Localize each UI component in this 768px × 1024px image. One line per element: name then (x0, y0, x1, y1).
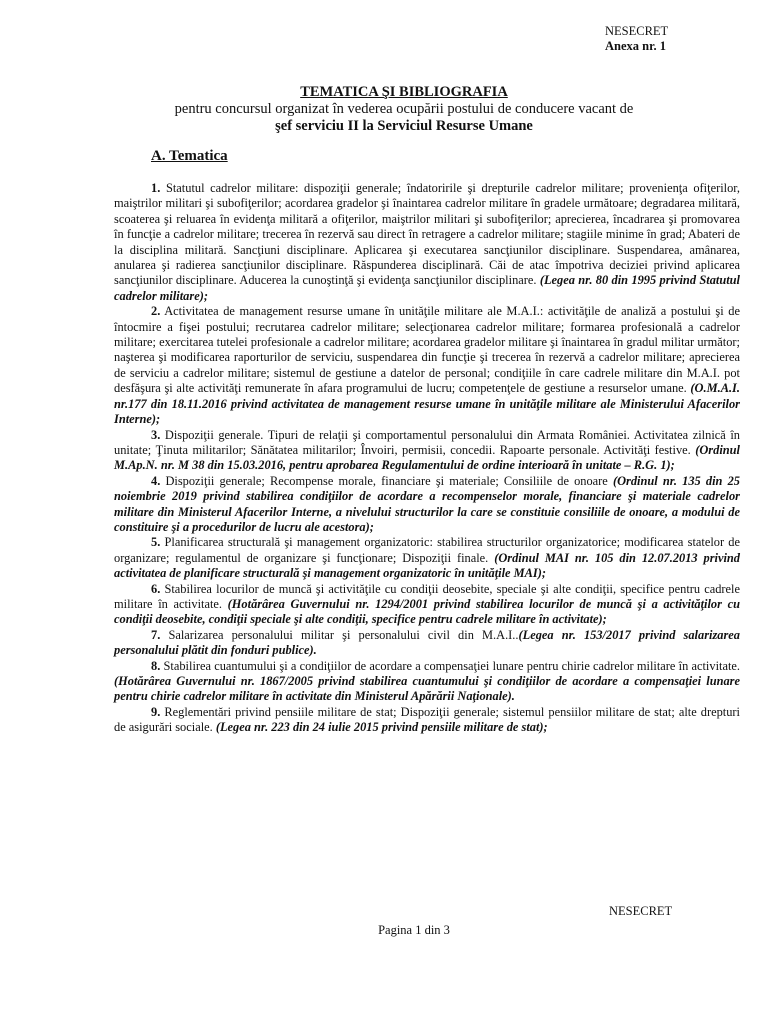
item-reference: (Ordinul M.Ap.N. nr. M 38 din 15.03.2016, pentru aprobarea Regulamentului de ordine interioară în unitate – R.G. 1); (114, 442, 740, 473)
item-reference: (Legea nr. 80 din 1995 privind Statutul cadrelor militare); (114, 273, 741, 303)
document-subtitle-2: şef serviciu II la Serviciul Resurse Umane (275, 118, 533, 134)
item-reference: (Legea nr. 223 din 24 iulie 2015 privind pensiile militare de stat); (215, 720, 548, 735)
document-subtitle-1: pentru concursul organizat în vederea ocupării postului de conducere vacant de (174, 101, 634, 117)
item-reference: (Legea nr. 153/2017 privind salarizarea personalului plătit din fonduri publice). (114, 627, 740, 658)
item-text: Dispoziţii generale. Tipuri de relaţii şi comportamentul personalului din Armata României. Activitatea zilnică în unitate; Ţinuta militarilor; Sănătatea militarilor; Învoiri, permisii, concedii. Rapoarte personale. Activităţi festive. (114, 427, 740, 457)
item-text: Stabilirea cuantumului şi a condiţiilor de acordare a compensaţiei lunare pentru chirie cadrelor militare în activitate. (163, 658, 740, 673)
annex-label: Anexa nr. 1 (605, 39, 667, 53)
page-number: Pagina 1 din 3 (378, 923, 450, 937)
item-number: 3. (151, 427, 161, 442)
item-text: Activitatea de management resurse umane în unităţile militare ale M.A.I.: activităţile de analiză a postului şi de întocmire a fişei postului; recrutarea cadrelor militare; selecţionarea cadrelor militare; formarea profesională a cadrelor militare; exercitarea tutelei profesionale a cadrelor militare; acordarea gradelor militare şi înaintarea în gradul militar următor; naşterea şi modificarea raporturilor de serviciu, suspendarea din funcţie şi trecerea în rezervă a cadrelor militare; aprecierea de serviciu a cadrelor militare; sistemul de gestiune a datelor de personal; condiţiile în care cadrele militare din M.A.I. pot desfăşura şi alte activităţi remunerate în afara programului de lucru; competenţele de gestiune a resurselor umane. (114, 304, 740, 396)
item-number: 8. (151, 658, 161, 673)
item-number: 1. (151, 181, 161, 195)
list-item-6 (114, 582, 740, 628)
item-number: 2. (151, 304, 161, 319)
item-text: Stabilirea locurilor de muncă şi activităţile cu condiţii deosebite, speciale şi alte condiţii, specifice pentru cadrele militare în activitate. (114, 581, 740, 611)
list-item-4 (114, 474, 740, 536)
header-classification: NESECRET (605, 24, 669, 38)
list-item-5 (114, 535, 740, 581)
list-item-2 (114, 304, 740, 427)
item-text: Reglementări privind pensiile militare de stat; Dispoziţii generale; sistemul pensiilor militare de stat; alte drepturi de asigurări sociale. (114, 704, 740, 735)
item-text: Statutul cadrelor militare: dispoziţii generale; îndatoririle şi drepturile cadrelor militare; provenienţa ofiţerilor, maiştrilor militari şi subofiţerilor; acordarea gradelor şi înaintarea cadrelor militare în gradele următoare; degradarea militară, scoaterea şi reluarea în evidenţa militară a ofiţerilor, maiştrilor militari şi subofiţerilor; aprecierea, încadrarea şi promovarea în funcţie a cadrelor militare; trecerea în rezervă sau direct în retragere a cadrelor militare; stagiile minime în grad; Abateri de la disciplina militară. Sancţiuni disciplinare. Aplicarea şi executarea sancţiunilor disciplinare. Suspendarea, amânarea, anularea şi radierea sancţiunilor disciplinare. Răspunderea disciplinară. Căi de atac împotriva deciziei privind aplicarea sancţiunilor disciplinare. Aducerea la cunoştinţă şi evidenţa sancţiunilor disciplinare. (114, 181, 740, 288)
list-item-7 (114, 628, 740, 659)
title-block (100, 84, 708, 135)
item-reference: (Hotărârea Guvernului nr. 1294/2001 privind stabilirea locurilor de muncă şi a activităţilor cu condiţii deosebite, condiţii speciale şi alte condiţii, specifice pentru cadrele militare în activitate); (114, 596, 740, 627)
section-title: A. Tematica (151, 148, 228, 164)
item-number: 4. (151, 473, 161, 488)
list-item-1 (114, 181, 740, 304)
footer-classification: NESECRET (609, 904, 673, 918)
item-reference: (Hotărârea Guvernului nr. 1867/2005 privind stabilirea cuantumului şi condiţiilor de acordare a compensaţiei lunare pentru chirie cadrelor militare în activitate din Ministerul Apărării Naţionale). (114, 674, 740, 704)
item-number: 9. (151, 704, 161, 719)
item-text: Dispoziţii generale; Recompense morale, financiare şi materiale; Consiliile de onoare (165, 473, 608, 488)
document-body (114, 181, 740, 736)
list-item-8 (114, 659, 740, 705)
item-number: 6. (151, 581, 161, 596)
list-item-9 (114, 705, 740, 736)
item-reference: (Ordinul MAI nr. 105 din 12.07.2013 privind activitatea de planificare structurală şi management organizatoric în unităţile MAI); (114, 550, 741, 581)
item-number: 5. (151, 535, 161, 550)
header-classification-block (605, 24, 668, 54)
item-number: 7. (151, 627, 161, 642)
item-reference: (O.M.A.I. nr.177 din 18.11.2016 privind activitatea de management resurse umane în unităţile militare ale Ministerului Afacerilor Interne); (114, 381, 740, 427)
item-reference: (Ordinul nr. 135 din 25 noiembrie 2019 privind stabilirea condiţiilor de acordare a recompenselor morale, financiare şi materiale cadrelor militare din Ministerul Afacerilor Interne, a nivelului structurilor la care se constituie consiliile de onoare, a modului de constituire şi a procedurilor de lucru ale acestora); (114, 473, 740, 534)
item-text: Planificarea structurală şi management organizatoric: stabilirea structurilor organizatorice; modificarea statelor de organizare; regulamentul de organizare şi funcţionare; Dispoziţii finale. (114, 535, 740, 565)
document-title: TEMATICA ŞI BIBLIOGRAFIA (300, 84, 508, 100)
item-text: Salarizarea personalului militar şi personalului civil din M.A.I.. (168, 627, 519, 642)
list-item-3 (114, 428, 740, 474)
